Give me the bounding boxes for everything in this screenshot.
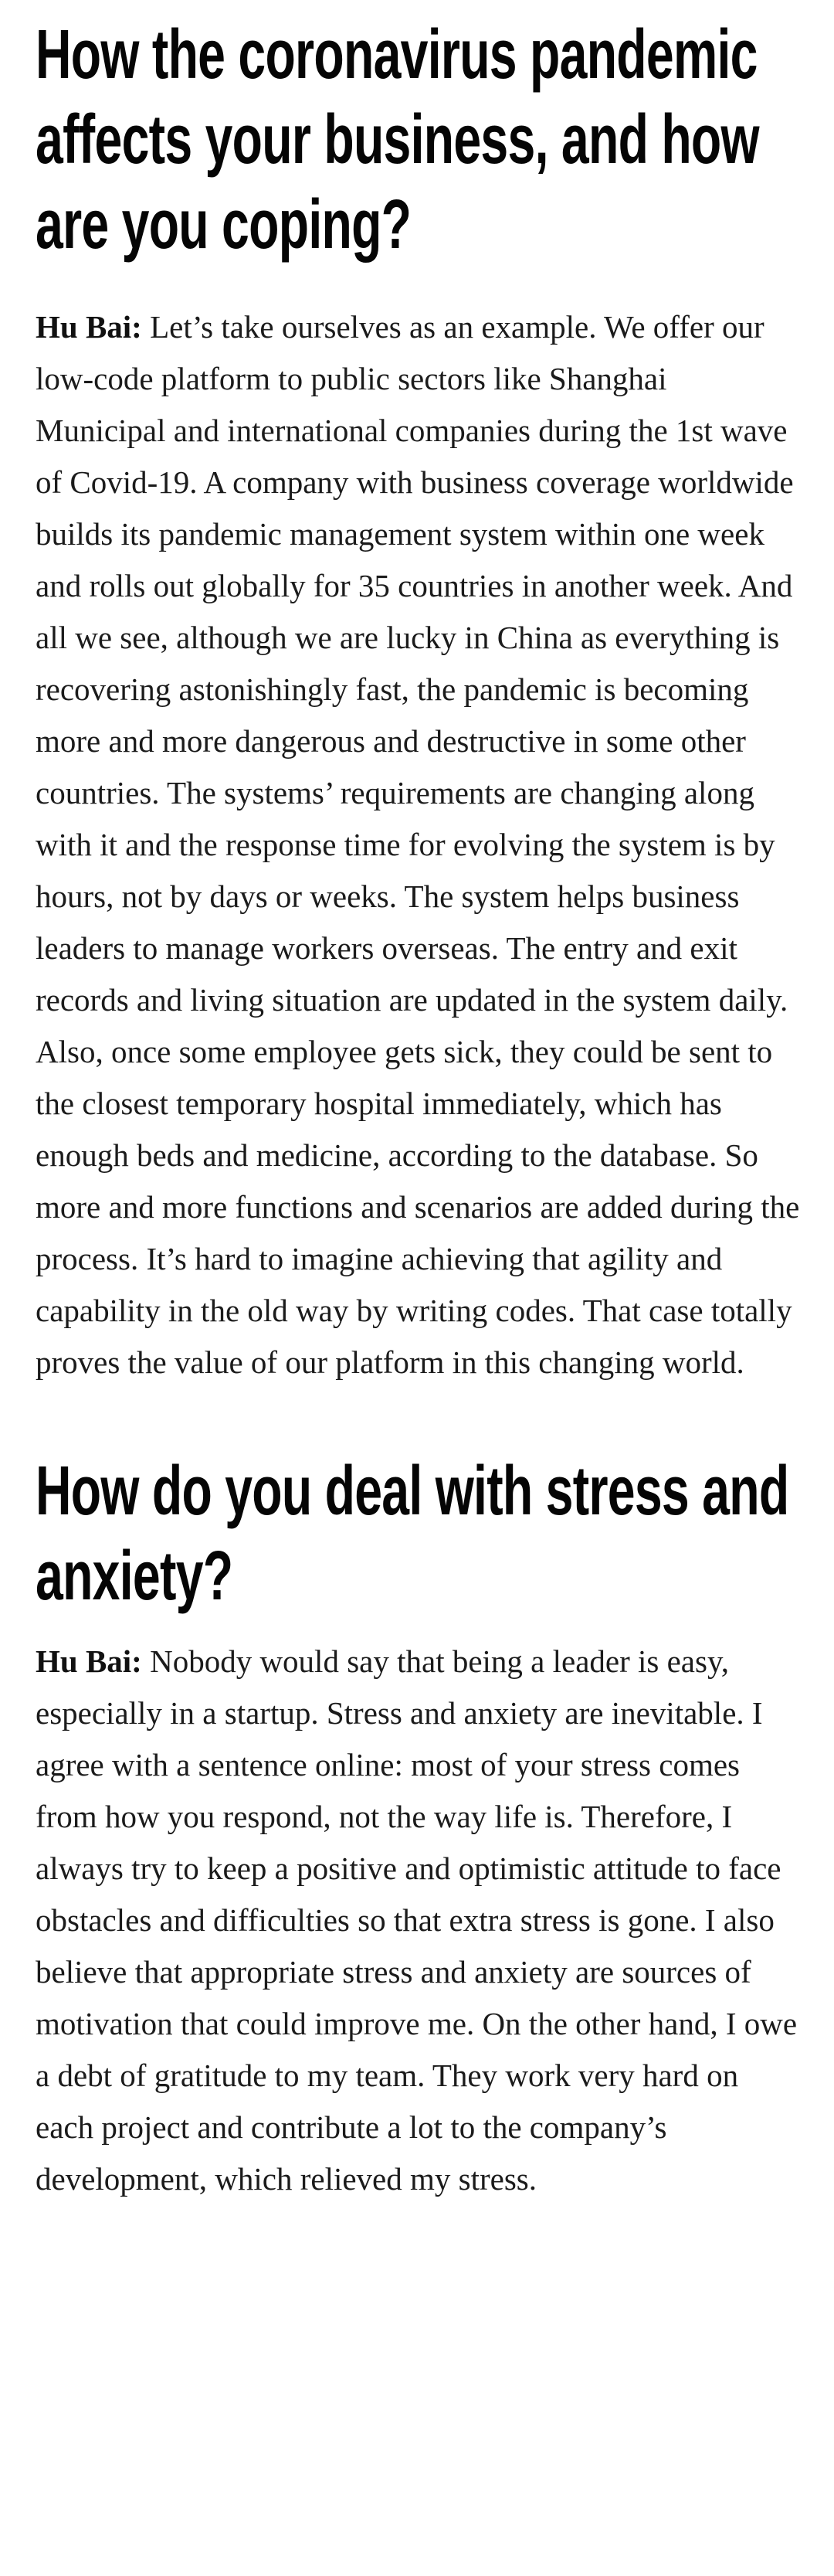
speaker-name: Hu Bai: [36, 309, 142, 345]
heading-line: are you coping? [36, 186, 412, 263]
question-heading-stress [36, 1449, 798, 1619]
section-stress-question [36, 1449, 800, 2205]
speaker-name: Hu Bai: [36, 1643, 142, 1679]
answer-text: Nobody would say that being a leader is easy, especially in a startup. Stress and anxiety are inevitable. I agree with a sentence online: most of your stress comes from how you respond, not the way life is. Therefore, I always try to keep a positive and optimistic attitude to face obstacles and difficulties so that extra stress is gone. I also believe that appropriate stress and anxiety are sources of motivation that could improve me. On the other hand, I owe a debt of gratitude to my team. They work very hard on each project and contribute a lot to the company’s development, which relieved my stress. [36, 1643, 798, 2197]
question-heading-pandemic [36, 12, 798, 267]
answer-text: Let’s take ourselves as an example. We offer our low-code platform to public sectors like Shanghai Municipal and international companies during the 1st wave of Covid-19. A company with business coverage worldwide builds its pandemic management system within one week and rolls out globally for 35 countries in another week. And all we see, although we are lucky in China as everything is recovering astonishingly fast, the pandemic is becoming more and more dangerous and destructive in some other countries. The systems’ requirements are changing along with it and the response time for evolving the system is by hours, not by days or weeks. The system helps business leaders to manage workers overseas. The entry and exit records and living situation are updated in the system daily. Also, once some employee gets sick, they could be sent to the closest temporary hospital immediately, which has enough beds and medicine, according to the database. So more and more functions and scenarios are added during the process. It’s hard to imagine achieving that agility and capability in the old way by writing codes. That case totally proves the value of our platform in this changing world. [36, 309, 800, 1380]
heading-line: anxiety? [36, 1538, 233, 1615]
answer-paragraph [36, 301, 800, 1388]
heading-line: How do you deal with stress and [36, 1453, 789, 1530]
interview-article [36, 12, 800, 2205]
heading-line: How the coronavirus pandemic [36, 16, 758, 93]
heading-line: affects your business, and how [36, 101, 759, 178]
section-pandemic-question [36, 12, 800, 1388]
answer-paragraph [36, 1636, 800, 2205]
